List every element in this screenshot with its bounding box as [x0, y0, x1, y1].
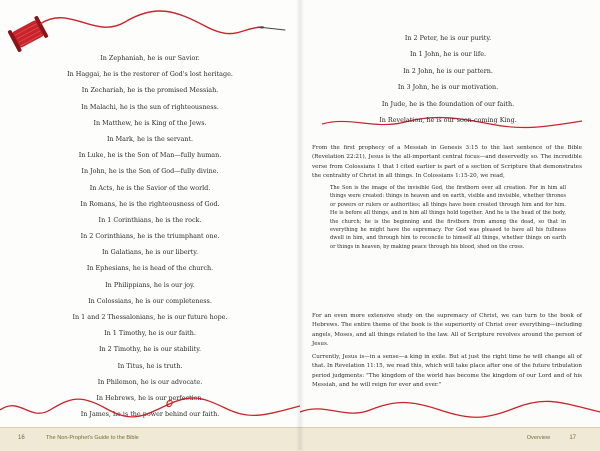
body-paragraph: Currently, Jesus is—in a sense—a king in exile. But at just the right time he will change all of that. In Revelation 11:15, we read this, which will take place after one of the future tribulation period judgments: "The kingdom of the world has become the kingdom of our Lord and of his Messiah, and he will reign for ever and ever.": [312, 354, 582, 388]
litany-line: In Luke, he is the Son of Man—fully human.: [78, 151, 222, 160]
litany-line: In 1 John, he is our life.: [409, 50, 487, 59]
litany-line: In John, he is the Son of God—fully divine.: [81, 167, 219, 176]
litany-line: In Philippians, he is our joy.: [105, 280, 195, 289]
litany-line: In 3 John, he is our motivation.: [397, 83, 499, 92]
thread-spool-icon: [7, 15, 48, 52]
page-number: 16: [18, 435, 25, 441]
litany-line: In Zephaniah, he is our Savior.: [100, 54, 200, 62]
body-paragraph: From the first prophecy of a Messiah in Genesis 3:15 to the last sentence of the Bible (Revelation 22:21), Jesus is the all-important central focus—and deservedly so. The incredible verse from Colossians 1 that I cited earlier is part of a section of Scripture that demonstrates the centrality of Christ in all things. In Colossians 1:15-20, we read,: [312, 145, 582, 179]
litany-line: In Malachi, he is the sun of righteousness.: [81, 102, 219, 111]
thread-decoration-bottom-left: [0, 388, 300, 426]
running-head: Overview: [526, 435, 550, 441]
litany-line: In 1 Corinthians, he is the rock.: [98, 215, 202, 224]
right-footer: [300, 427, 600, 451]
litany-line: In Titus, he is truth.: [117, 361, 183, 370]
litany-line: In Jude, he is the foundation of our faith.: [381, 99, 515, 108]
litany-line: In 2 Corinthians, he is the triumphant one.: [80, 232, 220, 241]
left-footer: [0, 427, 300, 451]
running-head: The Non-Prophet's Guide to the Bible: [46, 435, 139, 441]
litany-line: In 2 Timothy, he is our stability.: [98, 345, 202, 354]
litany-line: In 2 John, he is our pattern.: [403, 66, 493, 75]
thread-decoration-bottom-right: [300, 392, 600, 426]
litany-line: In Hebrews, he is our perfection.: [96, 393, 204, 402]
right-litany: [320, 30, 576, 128]
litany-line: In Mark, he is the servant.: [106, 134, 194, 143]
left-page: [0, 0, 300, 450]
page-number: 17: [569, 435, 576, 441]
litany-line: In Zechariah, he is the promised Messiah.: [81, 86, 219, 95]
litany-line: In Acts, he is the Savior of the world.: [89, 183, 211, 192]
litany-line: In 2 Peter, he is our purity.: [404, 34, 492, 42]
litany-line: In Romans, he is the righteousness of God.: [80, 199, 220, 208]
left-litany: [24, 50, 276, 439]
body-paragraph: For an even more extensive study on the supremacy of Christ, we can turn to the book of Hebrews. The entire theme of the book is the superiority of Christ over everything—including angels, Moses, and all things related to the law. All of Scripture revolves around the person of Jesus.: [312, 313, 582, 347]
litany-line: In 1 and 2 Thessalonians, he is our future hope.: [72, 313, 228, 321]
litany-line: In Matthew, he is King of the Jews.: [93, 118, 207, 127]
needle-icon: [258, 27, 285, 30]
book-gutter: [296, 0, 304, 450]
litany-line: In Colossians, he is our completeness.: [88, 296, 212, 305]
litany-line: In Philemon, he is our advocate.: [97, 377, 203, 386]
litany-line: In 1 Timothy, he is our faith.: [104, 329, 196, 338]
litany-line: In Revelation, he is our soon-coming King.: [379, 115, 517, 124]
litany-line: In Haggai, he is the restorer of God's lost heritage.: [67, 70, 233, 79]
litany-line: In Ephesians, he is head of the church.: [86, 264, 214, 273]
litany-line: In James, he is the power behind our faith.: [80, 410, 220, 419]
block-quote: The Son is the image of the invisible God, the firstborn over all creation. For in him all things were created: things in heaven and on earth, visible and invisible, whether thrones or powers or rulers or authorities; all things have been created through him and for him. He is before all things, and in him all things hold together. And he is the head of the body, the church; he is the beginning and the firstborn from among the dead, so that in everything he might have the supremacy. For God was pleased to have all his fullness dwell in him, and through him to reconcile to himself all things, whether things on earth or things in heaven, by making peace through his blood, shed on the cross.: [330, 185, 566, 250]
litany-line: In Galatians, he is our liberty.: [101, 248, 199, 257]
